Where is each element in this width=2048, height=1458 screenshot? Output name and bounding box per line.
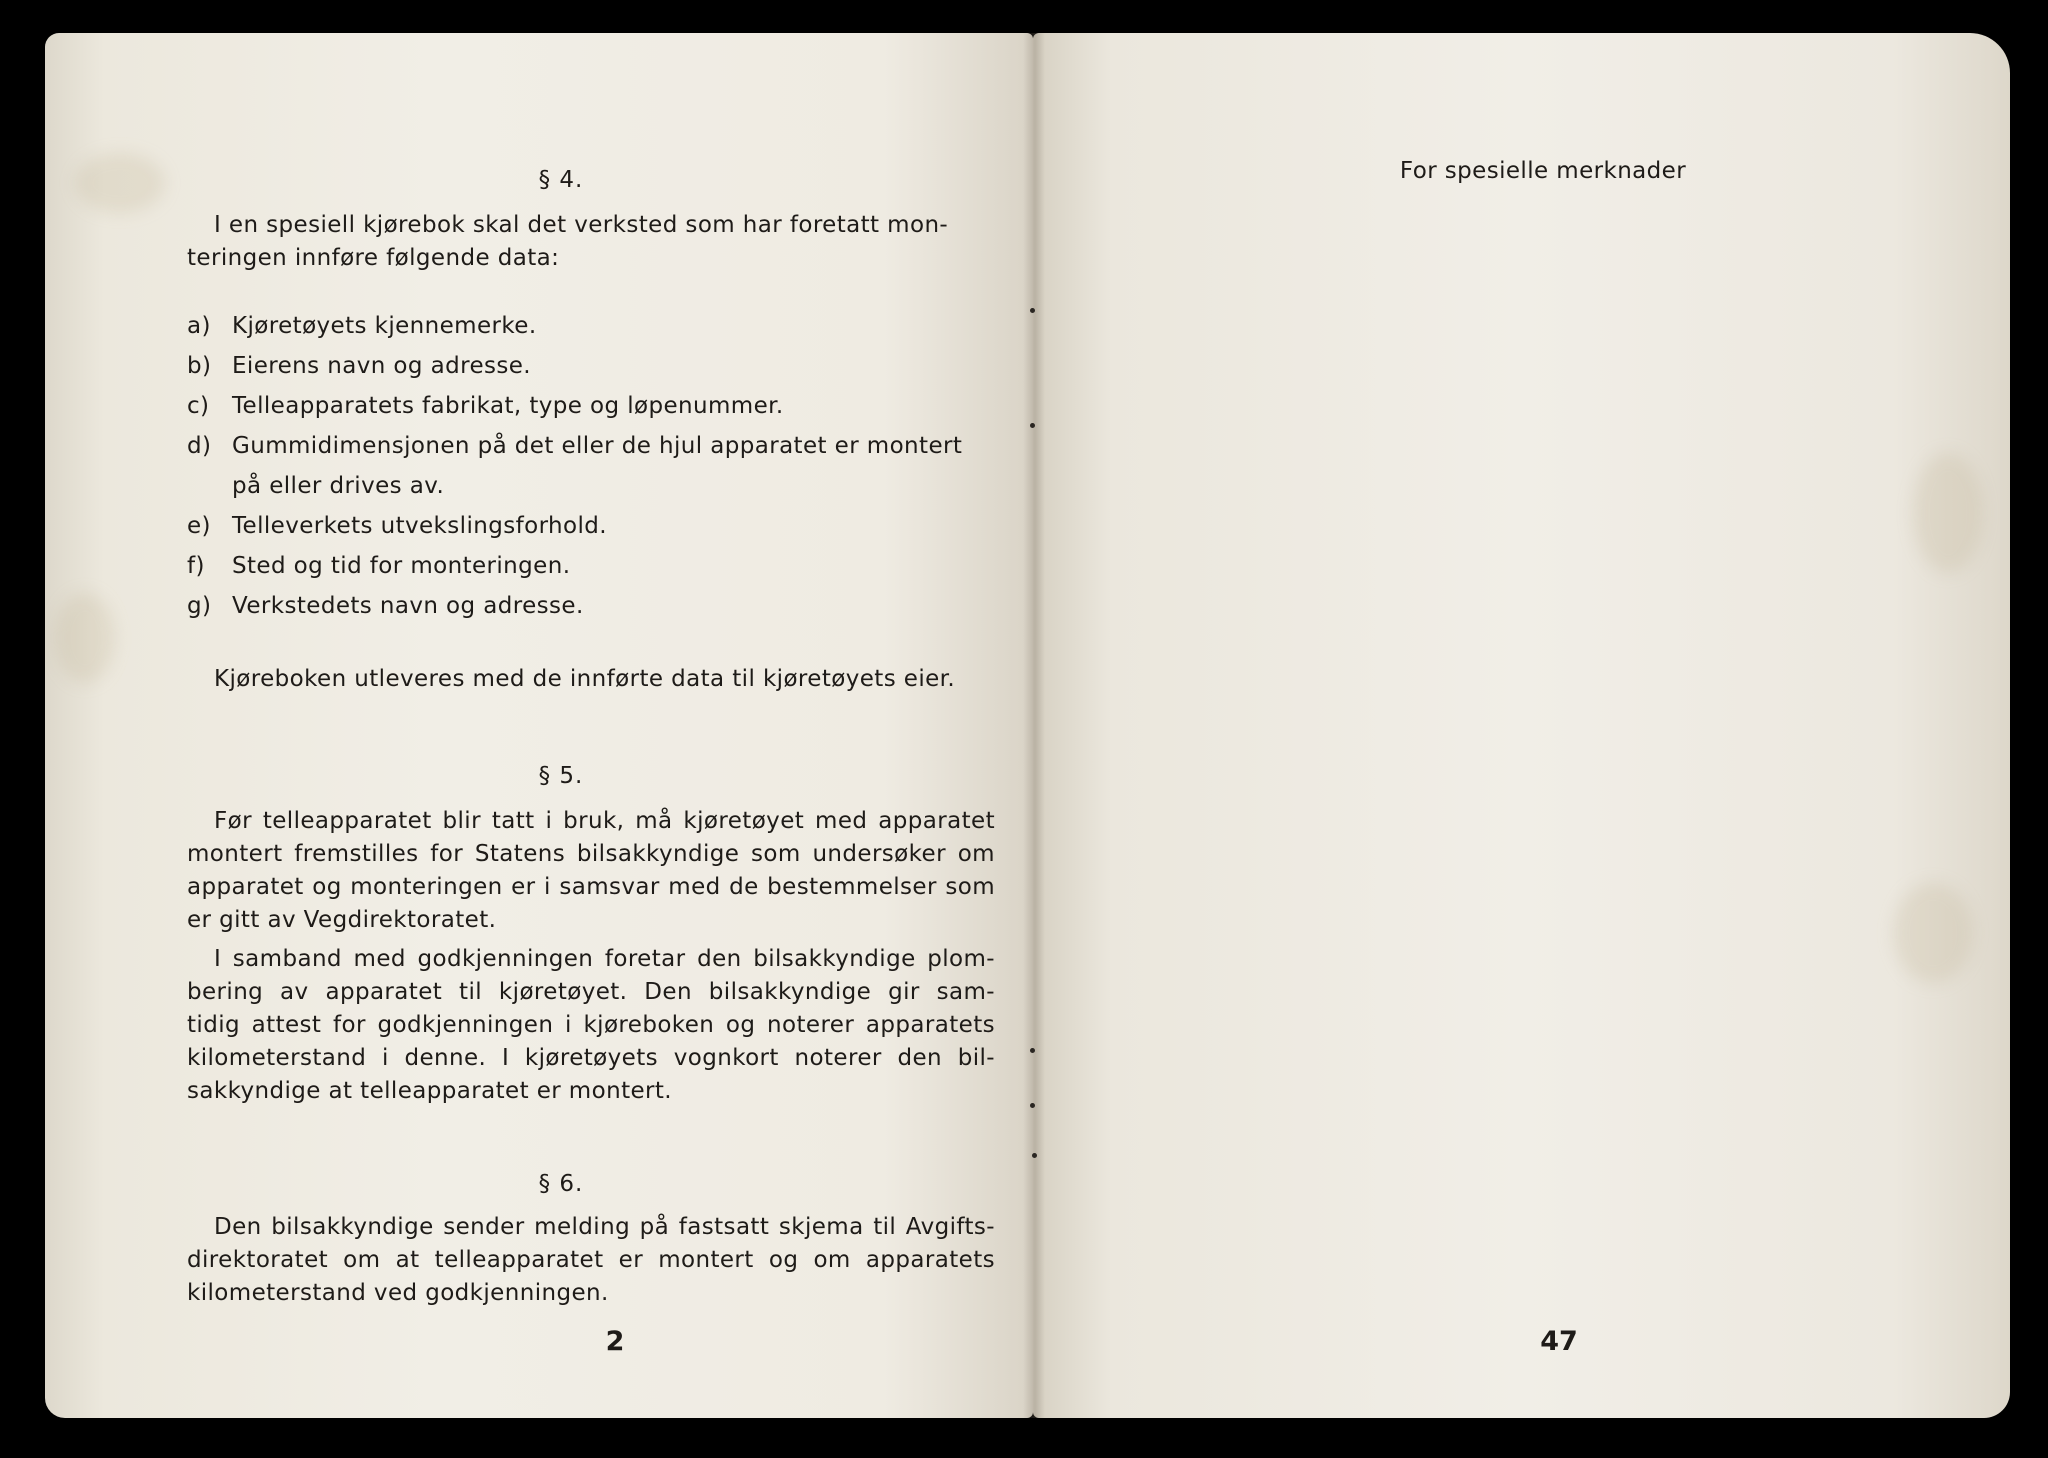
- paper-stain: [1893, 883, 1973, 983]
- binding-hole: [1032, 1153, 1037, 1158]
- list-item-text-continued: på eller drives av.: [232, 473, 445, 499]
- page-number-left: 2: [605, 1326, 625, 1357]
- text-line: kilometerstand ved godkjenningen.: [187, 1280, 609, 1306]
- text-line: Den bilsakkyndige sender melding på fastsatt skjema til Avgifts-: [214, 1214, 995, 1240]
- page-number-right: 47: [1540, 1326, 1578, 1357]
- section-4-closing: Kjøreboken utleveres med de innførte data til kjøretøyets eier.: [214, 666, 956, 692]
- list-item: [187, 386, 995, 426]
- right-page: [1033, 33, 2010, 1418]
- section-4-intro-line-2: teringen innføre følgende data:: [187, 245, 560, 271]
- section-4-intro: [187, 209, 1002, 275]
- list-item: [187, 506, 995, 546]
- section-4-list: [187, 306, 995, 626]
- list-item-text: Gummidimensjonen på det eller de hjul apparatet er montert: [232, 433, 963, 459]
- book-gutter: [1023, 33, 1045, 1418]
- binding-hole: [1030, 1103, 1035, 1108]
- text-line: apparatet og monteringen er i samsvar med de bestemmelser som: [187, 874, 995, 900]
- text-line: direktoratet om at telleapparatet er montert og om apparatets: [187, 1247, 995, 1273]
- list-item: [187, 546, 995, 586]
- text-line: bering av apparatet til kjøretøyet. Den bilsakkyndige gir sam-: [187, 979, 995, 1005]
- list-item: [187, 426, 995, 506]
- list-item: [187, 306, 995, 346]
- text-line: kilometerstand i denne. I kjøretøyets vognkort noterer den bil-: [187, 1045, 995, 1071]
- list-marker: c): [187, 393, 210, 419]
- list-item: [187, 346, 995, 386]
- left-page: [45, 33, 1033, 1418]
- list-item-text: Sted og tid for monteringen.: [232, 553, 571, 579]
- list-item-text: Telleverkets utvekslingsforhold.: [232, 513, 607, 539]
- list-item-text: Kjøretøyets kjennemerke.: [232, 313, 537, 339]
- section-5-paragraph-1: [187, 805, 995, 937]
- list-marker: g): [187, 593, 212, 619]
- list-marker: b): [187, 353, 212, 379]
- binding-hole: [1030, 1048, 1035, 1053]
- binding-hole: [1030, 423, 1035, 428]
- list-item: [187, 586, 995, 626]
- section-5-heading: § 5.: [538, 763, 584, 789]
- section-5-paragraph-2: [187, 943, 995, 1108]
- list-item-text: Verkstedets navn og adresse.: [232, 593, 584, 619]
- text-line: montert fremstilles for Statens bilsakkyndige som undersøker om: [187, 841, 995, 867]
- list-marker: e): [187, 513, 211, 539]
- booklet-spread: [45, 33, 2010, 1418]
- special-remarks-heading: For spesielle merknader: [1399, 158, 1687, 184]
- list-marker: a): [187, 313, 211, 339]
- section-6-heading: § 6.: [538, 1171, 584, 1197]
- binding-hole: [1030, 308, 1035, 313]
- text-line: tidig attest for godkjenningen i kjøreboken og noterer apparatets: [187, 1012, 995, 1038]
- paper-stain: [1913, 453, 1983, 573]
- text-line: Før telleapparatet blir tatt i bruk, må kjøretøyet med apparatet: [214, 808, 995, 834]
- section-6-paragraph: [187, 1211, 995, 1310]
- section-4-intro-line-1: I en spesiell kjørebok skal det verksted som har foretatt mon-: [214, 212, 949, 238]
- list-item-text: Eierens navn og adresse.: [232, 353, 532, 379]
- text-line: I samband med godkjenningen foretar den bilsakkyndige plom-: [214, 946, 995, 972]
- text-line: er gitt av Vegdirektoratet.: [187, 907, 497, 933]
- list-marker: d): [187, 433, 212, 459]
- text-line: sakkyndige at telleapparatet er montert.: [187, 1078, 673, 1104]
- list-marker: f): [187, 553, 205, 579]
- paper-stain: [55, 593, 115, 683]
- list-item-text: Telleapparatets fabrikat, type og løpenummer.: [232, 393, 784, 419]
- section-4-heading: § 4.: [538, 167, 584, 193]
